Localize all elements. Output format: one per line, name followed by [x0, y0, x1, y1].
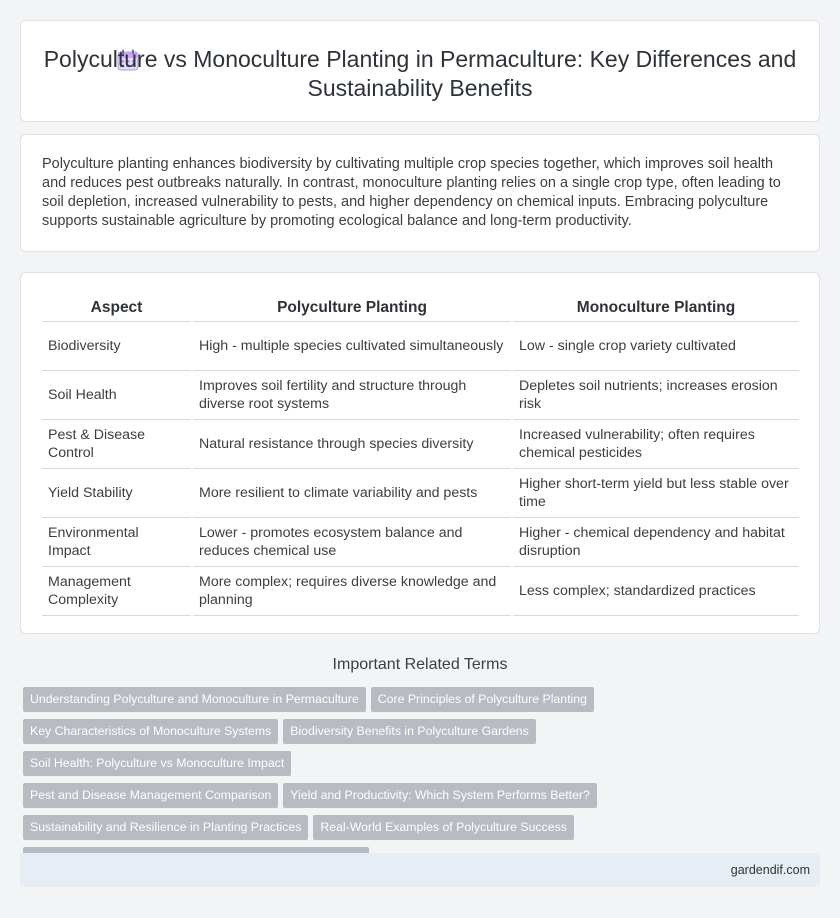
table-cell-monoculture: Increased vulnerability; often requires chemical pesticides: [512, 419, 799, 468]
footer-site-link[interactable]: gardendif.com: [730, 863, 810, 877]
table-row: [42, 468, 799, 517]
intro-card: [20, 134, 820, 252]
comparison-table-card: [20, 272, 820, 634]
table-cell-polyculture: Improves soil fertility and structure through diverse root systems: [192, 370, 512, 419]
table-cell-monoculture: Less complex; standardized practices: [512, 566, 799, 615]
page-title: Polyculture vs Monoculture Planting in Permaculture: Key Differences and Sustainability Benefits: [43, 46, 797, 101]
table-row: [42, 517, 799, 566]
table-row: [42, 370, 799, 419]
related-terms-list: [23, 687, 803, 879]
table-cell-monoculture: Higher - chemical dependency and habitat disruption: [512, 517, 799, 566]
table-cell-aspect: Biodiversity: [42, 321, 192, 370]
table-cell-aspect: Environmental Impact: [42, 517, 192, 566]
table-cell-polyculture: Lower - promotes ecosystem balance and reduces chemical use: [192, 517, 512, 566]
table-row: [42, 321, 799, 370]
footer: [20, 853, 820, 887]
related-term-tag[interactable]: Real-World Examples of Polyculture Success: [313, 815, 574, 840]
header-card: [20, 20, 820, 122]
table-cell-monoculture: Low - single crop variety cultivated: [512, 321, 799, 370]
table-cell-aspect: Pest & Disease Control: [42, 419, 192, 468]
header-polyculture: Polyculture Planting: [192, 295, 512, 321]
related-term-tag[interactable]: Pest and Disease Management Comparison: [23, 783, 278, 808]
table-cell-polyculture: More resilient to climate variability and pests: [192, 468, 512, 517]
related-term-tag[interactable]: Core Principles of Polyculture Planting: [371, 687, 594, 712]
table-cell-monoculture: Depletes soil nutrients; increases erosion risk: [512, 370, 799, 419]
table-cell-polyculture: High - multiple species cultivated simultaneously: [192, 321, 512, 370]
table-cell-monoculture: Higher short-term yield but less stable over time: [512, 468, 799, 517]
header-aspect: Aspect: [42, 295, 192, 321]
table-header-row: [42, 295, 799, 321]
table-cell-aspect: Yield Stability: [42, 468, 192, 517]
related-term-tag[interactable]: Key Characteristics of Monoculture Systems: [23, 719, 278, 744]
related-terms-title: Important Related Terms: [332, 656, 508, 673]
related-term-tag[interactable]: Biodiversity Benefits in Polyculture Gardens: [283, 719, 536, 744]
related-term-tag[interactable]: Sustainability and Resilience in Planting Practices: [23, 815, 308, 840]
related-term-tag[interactable]: Soil Health: Polyculture vs Monoculture Impact: [23, 751, 291, 776]
header-monoculture: Monoculture Planting: [512, 295, 799, 321]
table-cell-aspect: Management Complexity: [42, 566, 192, 615]
table-row: [42, 566, 799, 615]
related-term-tag[interactable]: Understanding Polyculture and Monoculture in Permaculture: [23, 687, 366, 712]
table-cell-polyculture: Natural resistance through species diversity: [192, 419, 512, 468]
table-cell-aspect: Soil Health: [42, 370, 192, 419]
intro-paragraph: Polyculture planting enhances biodiversity by cultivating multiple crop species together, which improves soil health and reduces pest outbreaks naturally. In contrast, monoculture planting relies on a single crop type, often leading to soil depletion, increased vulnerability to pests, and higher dependency on chemical inputs. Embracing polyculture supports sustainable agriculture by promoting ecological balance and long-term productivity.: [42, 156, 781, 229]
related-term-tag[interactable]: Yield and Productivity: Which System Performs Better?: [283, 783, 597, 808]
comparison-table: [42, 295, 799, 616]
table-row: [42, 419, 799, 468]
table-cell-polyculture: More complex; requires diverse knowledge and planning: [192, 566, 512, 615]
